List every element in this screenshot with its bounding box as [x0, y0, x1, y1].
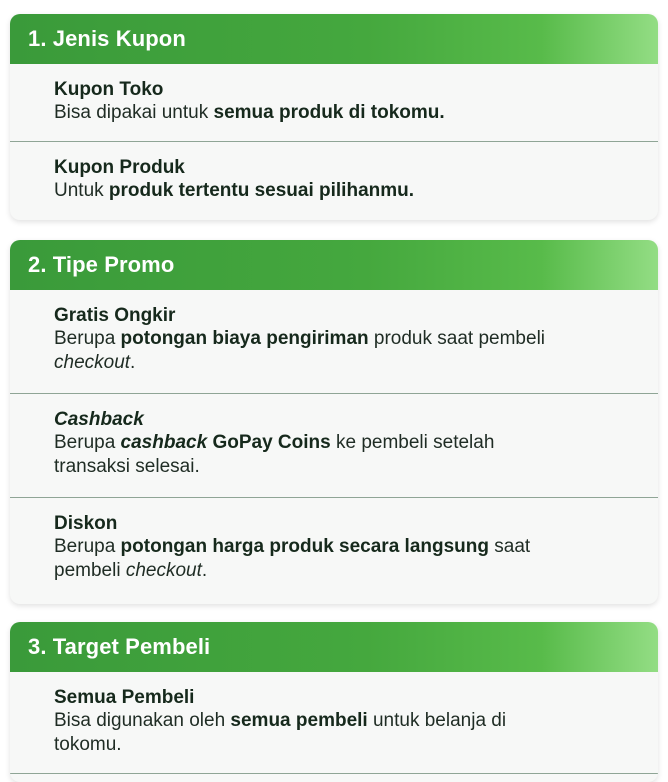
- section-title: 2. Tipe Promo: [28, 252, 175, 277]
- item-description: [54, 709, 574, 757]
- list-item: [10, 290, 658, 394]
- list-item: [10, 672, 658, 774]
- item-title: Gratis Ongkir: [54, 305, 176, 326]
- desc-text: .: [130, 352, 136, 373]
- section-title: 1. Jenis Kupon: [28, 26, 186, 51]
- desc-bold: potongan harga produk secara langsung: [120, 536, 489, 557]
- desc-text: .: [201, 560, 208, 581]
- item-description: [54, 431, 574, 479]
- desc-bold: produk tertentu sesuai pilihanmu.: [108, 180, 415, 201]
- section-tipe-promo: [10, 240, 658, 604]
- item-title: Kupon Toko: [54, 79, 164, 100]
- desc-bold: semua produk di tokomu.: [213, 102, 445, 123]
- list-item: [10, 394, 658, 498]
- desc-bold: GoPay Coins: [212, 432, 331, 453]
- section-jenis-kupon: [10, 14, 658, 220]
- list-item: [10, 64, 658, 142]
- list-item: [10, 498, 658, 602]
- item-description: [54, 179, 574, 203]
- section-header: [10, 622, 658, 672]
- desc-text: ke pembeli setelah transaksi selesai.: [54, 432, 495, 477]
- desc-text: Berupa: [54, 536, 121, 557]
- desc-text: produk saat pembeli: [368, 328, 546, 349]
- item-title: Semua Pembeli: [54, 687, 195, 708]
- section-title: 3. Target Pembeli: [28, 634, 211, 659]
- section-header: [10, 14, 658, 64]
- section-header: [10, 240, 658, 290]
- item-description: [54, 535, 574, 583]
- desc-text: Bisa dipakai untuk: [54, 102, 214, 123]
- list-item: [10, 142, 658, 220]
- desc-italic: checkout: [125, 560, 202, 581]
- desc-text: Untuk: [54, 180, 109, 201]
- item-title: Cashback: [54, 409, 144, 430]
- desc-text: Berupa: [54, 432, 121, 453]
- desc-bold: [121, 432, 208, 453]
- desc-bold: potongan biaya pengiriman: [120, 328, 369, 349]
- desc-text: Bisa digunakan oleh: [54, 710, 231, 731]
- item-title: Kupon Produk: [54, 157, 185, 178]
- item-title: Diskon: [54, 513, 118, 534]
- desc-italic: checkout: [54, 352, 131, 373]
- item-description: [54, 327, 574, 375]
- desc-bold: semua pembeli: [230, 710, 368, 731]
- desc-text: saat pembeli: [54, 536, 531, 581]
- item-description: [54, 101, 574, 125]
- section-target-pembeli: [10, 622, 658, 782]
- desc-text: untuk belanja di tokomu.: [54, 710, 507, 755]
- desc-text: Berupa: [54, 328, 121, 349]
- desc-emphasis: cashback: [120, 432, 208, 453]
